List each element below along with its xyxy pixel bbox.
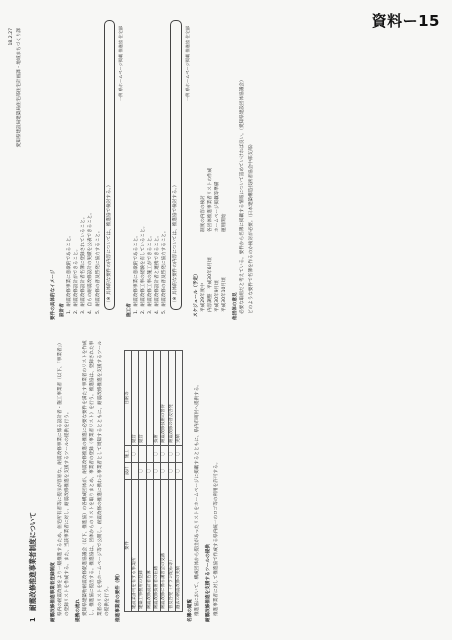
designer-note: （※ 具体的な要件の内容については、推進協で検討する。） (104, 20, 115, 310)
table-cell-req: 普及啓発（チラシ配布等） (168, 479, 175, 611)
subsection-heading-builder: 施工者 (126, 303, 132, 317)
schedule-cell-b: 制度の内容の検討 (200, 195, 206, 232)
right-column (46, 20, 257, 320)
schedule-cell-a: 平成30年9月頃 (214, 280, 220, 312)
list-item: 5．耐震改修の普及啓発に協力すること。 (162, 228, 168, 314)
table-cell-goal: 耐震改修の普及啓発 (168, 351, 175, 446)
table-cell-goal: 技術 (154, 351, 161, 446)
list-item: 4．耐震改修設計者と連携できること。 (155, 232, 161, 314)
table-cell-goal: 耐震改修技術の習得 (161, 351, 168, 446)
table-cell-design: 〇 (139, 462, 146, 479)
schedule-list (200, 20, 228, 312)
section-paragraph: 必要な取組だと考えている。要件から名簿に掲載する情報について詰めていければ良い。（愛知県建設団体協議会） (240, 77, 246, 314)
schedule-cell-b: 運用開始 (221, 213, 227, 232)
schedule-cell-a: 内容調整 平成30年6月頃 (207, 257, 213, 312)
requirements-table-body (132, 351, 183, 612)
table-cell-goal: 経営 (132, 351, 139, 446)
column-header-design: 設計 (124, 462, 131, 479)
table-row (161, 351, 168, 612)
table-cell-req: 耐震改修設計者名簿 (146, 479, 153, 611)
table-cell-goal (146, 351, 153, 446)
table-cell-design: 〇 (168, 462, 175, 479)
table-cell-design: 〇 (175, 462, 182, 479)
table-cell-build: 〇 (154, 445, 161, 462)
left-column (46, 339, 222, 622)
table-cell-req: 建築士事務所の登録 (139, 479, 146, 611)
schedule-cell-a: 平成29年度中 (200, 283, 206, 312)
table-cell-build: 〇 (132, 445, 139, 462)
section-heading: 要件の具体的なイメージ (51, 269, 56, 320)
section-heading: 耐震改修推進を支援するツールの提供 (206, 544, 212, 622)
issuing-department: 愛知県建設局建築局住宅部住宅計画課・地域まちづくり課 (17, 28, 22, 148)
table-cell-design: 〇 (146, 462, 153, 479)
table-cell-build (146, 445, 153, 462)
section-heading: 推進事業者の要件（例） (115, 571, 121, 622)
schedule-row (200, 20, 207, 312)
document-number-label: 資料ー15 (371, 12, 440, 30)
list-item: 4．自らの耐震改修設計の実績を公表できること。 (88, 210, 94, 314)
list-item: 2．耐震改修工事の経験を有していること。 (141, 223, 147, 314)
table-row (146, 351, 153, 612)
table-cell-req: 耐震改修技術者の在籍 (154, 479, 161, 611)
schedule-row (207, 20, 214, 312)
list-item: 2．耐震改修設計ができること。 (74, 246, 80, 314)
column-header-requirement: 要件 (124, 479, 131, 611)
schedule-cell-b: 各団体推進事業者リストの作成 (207, 167, 213, 232)
table-cell-req: 耐震改修に係る講習会の受講 (161, 479, 168, 611)
subsection-heading-designer: 設計者 (60, 303, 66, 317)
section-paragraph: どのような要件で名簿を作るのか検討が必要。（日本建築構造技術者協会中部支部） (249, 141, 255, 314)
column-header-construction: 施工 (124, 445, 131, 462)
table-row (139, 351, 146, 612)
table-cell-req: 過去の耐震改修の実績 (175, 479, 182, 611)
table-row (168, 351, 175, 612)
designer-requirements-list (66, 20, 101, 314)
section-heading: 耐震改修推進事業者登録制度 (51, 562, 56, 622)
requirements-table (124, 350, 183, 612)
schedule-cell-a: 平成30年10月頃 (221, 277, 227, 312)
table-row (154, 351, 161, 612)
section-paragraph: 愛知県建築物耐震改修促進協議会（以下、推進協）の各構成団体が、耐震改修推進の推進に必要な要件を満たす事業者のリストを作成し、推進協に提出する。推進協は、団体からのリストを取りまとめ、事業者の登録（事業者リスト）を行う。推進協は、登録された事業者のリストを県ホームページ等で公開し、耐震改修の推進に携わる事業者として周知するとともに、耐震改修推進を支援するツールの提供を行う。 (83, 340, 110, 616)
list-item: 1．耐震改修事業に意欲的であること。 (67, 232, 73, 314)
table-cell-design: 〇 (154, 462, 161, 479)
list-item: 3．耐震改修設計者名簿に登録されていること。 (81, 214, 87, 314)
table-cell-req: 建設業許可を有する事業所 (132, 479, 139, 611)
column-header-purpose: 目的等 (124, 351, 131, 446)
table-cell-build: 〇 (168, 445, 175, 462)
table-cell-goal: 経営 (139, 351, 146, 446)
schedule-row (221, 20, 228, 312)
table-header-row (124, 351, 131, 612)
builder-note: （※ 具体的な要件の内容については、推進協で検討する。） (170, 20, 181, 310)
section-heading: 名簿の閲覧 (188, 599, 194, 622)
table-cell-build: 〇 (161, 445, 168, 462)
schedule-heading: スケジュール（予定） (193, 271, 199, 317)
schedule-cell-b: ホームページ掲載等準備 (214, 181, 220, 232)
designer-note-detail: 一例 県ホームページ掲載 推進協 住宅部 (117, 26, 123, 102)
table-cell-design (132, 462, 139, 479)
table-cell-build: 〇 (175, 445, 182, 462)
table-cell-goal: 実績 (175, 351, 182, 446)
table-cell-design: 〇 (161, 462, 168, 479)
table-row (175, 351, 182, 612)
document-date: 18.2.27 (9, 28, 14, 46)
document-title: 1 耐震改修推進事業者制度について (29, 512, 37, 622)
builder-requirements-list (133, 20, 168, 314)
section-paragraph: 推進事業者に対して推進協で作成する県内統一のロゴ等の利用を許可する。 (213, 459, 219, 616)
table-row (132, 351, 139, 612)
section-heading: 提携の流れ (76, 599, 82, 622)
table-cell-build (139, 445, 146, 462)
list-item: 3．耐震改修工事の施工ができること。 (148, 232, 154, 314)
list-item: 1．耐震改修事業に意欲的であること。 (133, 232, 139, 314)
section-paragraph: 推進協において、構成団体から提出があったリストをホームページに掲載するとともに、県内市町村へ提供する。 (195, 382, 201, 616)
list-item: 5．耐震改修の普及啓発に協力すること。 (95, 228, 101, 314)
builder-note-detail: 一例 県ホームページ掲載 推進協 住宅部 (184, 26, 190, 102)
section-heading: 他団体の意見 (233, 292, 239, 320)
schedule-row (214, 20, 221, 312)
section-paragraph: 県内の耐震改修をより一層推進するため、住宅所有者等に提示が容易な、耐震改修事業に係る設計者・施工事業者（以下、「事業者」）の登録リストを作成する。また、当該事業者に対し、耐震改修推進を支援するツールの提供を行う。 (58, 340, 71, 616)
